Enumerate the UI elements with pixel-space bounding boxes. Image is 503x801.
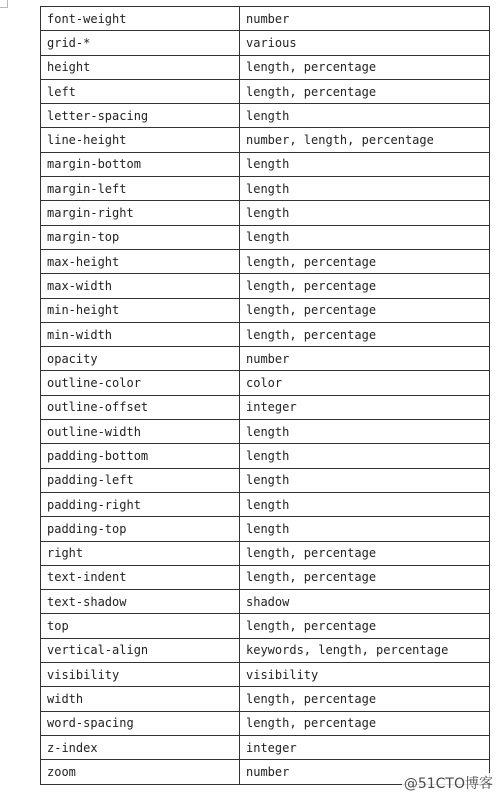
- table-row: [41, 152, 490, 176]
- property-cell: top: [41, 614, 240, 638]
- type-cell: number: [240, 7, 490, 31]
- property-cell: opacity: [41, 347, 240, 371]
- table-row: [41, 249, 490, 273]
- table-row: [41, 79, 490, 103]
- property-cell: z-index: [41, 735, 240, 759]
- table-row: [41, 395, 490, 419]
- table-row: [41, 322, 490, 346]
- property-cell: padding-top: [41, 517, 240, 541]
- type-cell: length: [240, 104, 490, 128]
- type-cell: length, percentage: [240, 565, 490, 589]
- type-cell: length, percentage: [240, 298, 490, 322]
- property-cell: vertical-align: [41, 638, 240, 662]
- table-row: [41, 590, 490, 614]
- property-cell: margin-top: [41, 225, 240, 249]
- type-cell: length: [240, 517, 490, 541]
- type-cell: length, percentage: [240, 614, 490, 638]
- type-cell: length, percentage: [240, 711, 490, 735]
- table-row: [41, 274, 490, 298]
- type-cell: length, percentage: [240, 55, 490, 79]
- property-cell: width: [41, 687, 240, 711]
- property-cell: margin-right: [41, 201, 240, 225]
- table-row: [41, 298, 490, 322]
- property-cell: grid-*: [41, 31, 240, 55]
- type-cell: length, percentage: [240, 274, 490, 298]
- corner-mark: [0, 0, 8, 8]
- table-row: [41, 492, 490, 516]
- table-row: [41, 468, 490, 492]
- table-row: [41, 225, 490, 249]
- table-row: [41, 735, 490, 759]
- table-row: [41, 541, 490, 565]
- type-cell: length, percentage: [240, 541, 490, 565]
- table-row: [41, 201, 490, 225]
- property-cell: margin-left: [41, 177, 240, 201]
- table-row: [41, 565, 490, 589]
- type-cell: keywords, length, percentage: [240, 638, 490, 662]
- type-cell: color: [240, 371, 490, 395]
- type-cell: length: [240, 201, 490, 225]
- property-cell: padding-left: [41, 468, 240, 492]
- property-cell: line-height: [41, 128, 240, 152]
- property-cell: letter-spacing: [41, 104, 240, 128]
- table-row: [41, 347, 490, 371]
- table-row: [41, 638, 490, 662]
- type-cell: number: [240, 347, 490, 371]
- table-row: [41, 687, 490, 711]
- type-cell: visibility: [240, 663, 490, 687]
- table-row: [41, 420, 490, 444]
- table-row: [41, 444, 490, 468]
- table-row: [41, 614, 490, 638]
- type-cell: length: [240, 152, 490, 176]
- type-cell: length: [240, 468, 490, 492]
- type-cell: integer: [240, 735, 490, 759]
- property-cell: outline-offset: [41, 395, 240, 419]
- type-cell: number, length, percentage: [240, 128, 490, 152]
- table-row: [41, 31, 490, 55]
- property-cell: padding-right: [41, 492, 240, 516]
- type-cell: length: [240, 177, 490, 201]
- type-cell: length, percentage: [240, 687, 490, 711]
- type-cell: length: [240, 444, 490, 468]
- property-cell: min-width: [41, 322, 240, 346]
- type-cell: integer: [240, 395, 490, 419]
- property-cell: visibility: [41, 663, 240, 687]
- table-row: [41, 7, 490, 31]
- type-cell: shadow: [240, 590, 490, 614]
- type-cell: number: [240, 760, 490, 784]
- table-row: [41, 128, 490, 152]
- table-row: [41, 711, 490, 735]
- property-cell: margin-bottom: [41, 152, 240, 176]
- table-row: [41, 55, 490, 79]
- property-cell: max-height: [41, 249, 240, 273]
- type-cell: length, percentage: [240, 249, 490, 273]
- type-cell: length: [240, 225, 490, 249]
- type-cell: length: [240, 492, 490, 516]
- table-row: [41, 517, 490, 541]
- property-cell: left: [41, 79, 240, 103]
- type-cell: length, percentage: [240, 322, 490, 346]
- type-cell: length: [240, 420, 490, 444]
- property-cell: zoom: [41, 760, 240, 784]
- property-cell: font-weight: [41, 7, 240, 31]
- property-cell: word-spacing: [41, 711, 240, 735]
- property-cell: text-shadow: [41, 590, 240, 614]
- table-row: [41, 177, 490, 201]
- property-cell: padding-bottom: [41, 444, 240, 468]
- type-cell: various: [240, 31, 490, 55]
- property-cell: height: [41, 55, 240, 79]
- property-cell: min-height: [41, 298, 240, 322]
- property-cell: outline-width: [41, 420, 240, 444]
- table-row: [41, 663, 490, 687]
- table-body: [41, 7, 490, 785]
- property-cell: outline-color: [41, 371, 240, 395]
- property-cell: text-indent: [41, 565, 240, 589]
- watermark: @51CTO博客: [402, 773, 495, 793]
- type-cell: length, percentage: [240, 79, 490, 103]
- table-row: [41, 104, 490, 128]
- property-cell: right: [41, 541, 240, 565]
- css-properties-table: [40, 6, 490, 785]
- table-row: [41, 371, 490, 395]
- property-cell: max-width: [41, 274, 240, 298]
